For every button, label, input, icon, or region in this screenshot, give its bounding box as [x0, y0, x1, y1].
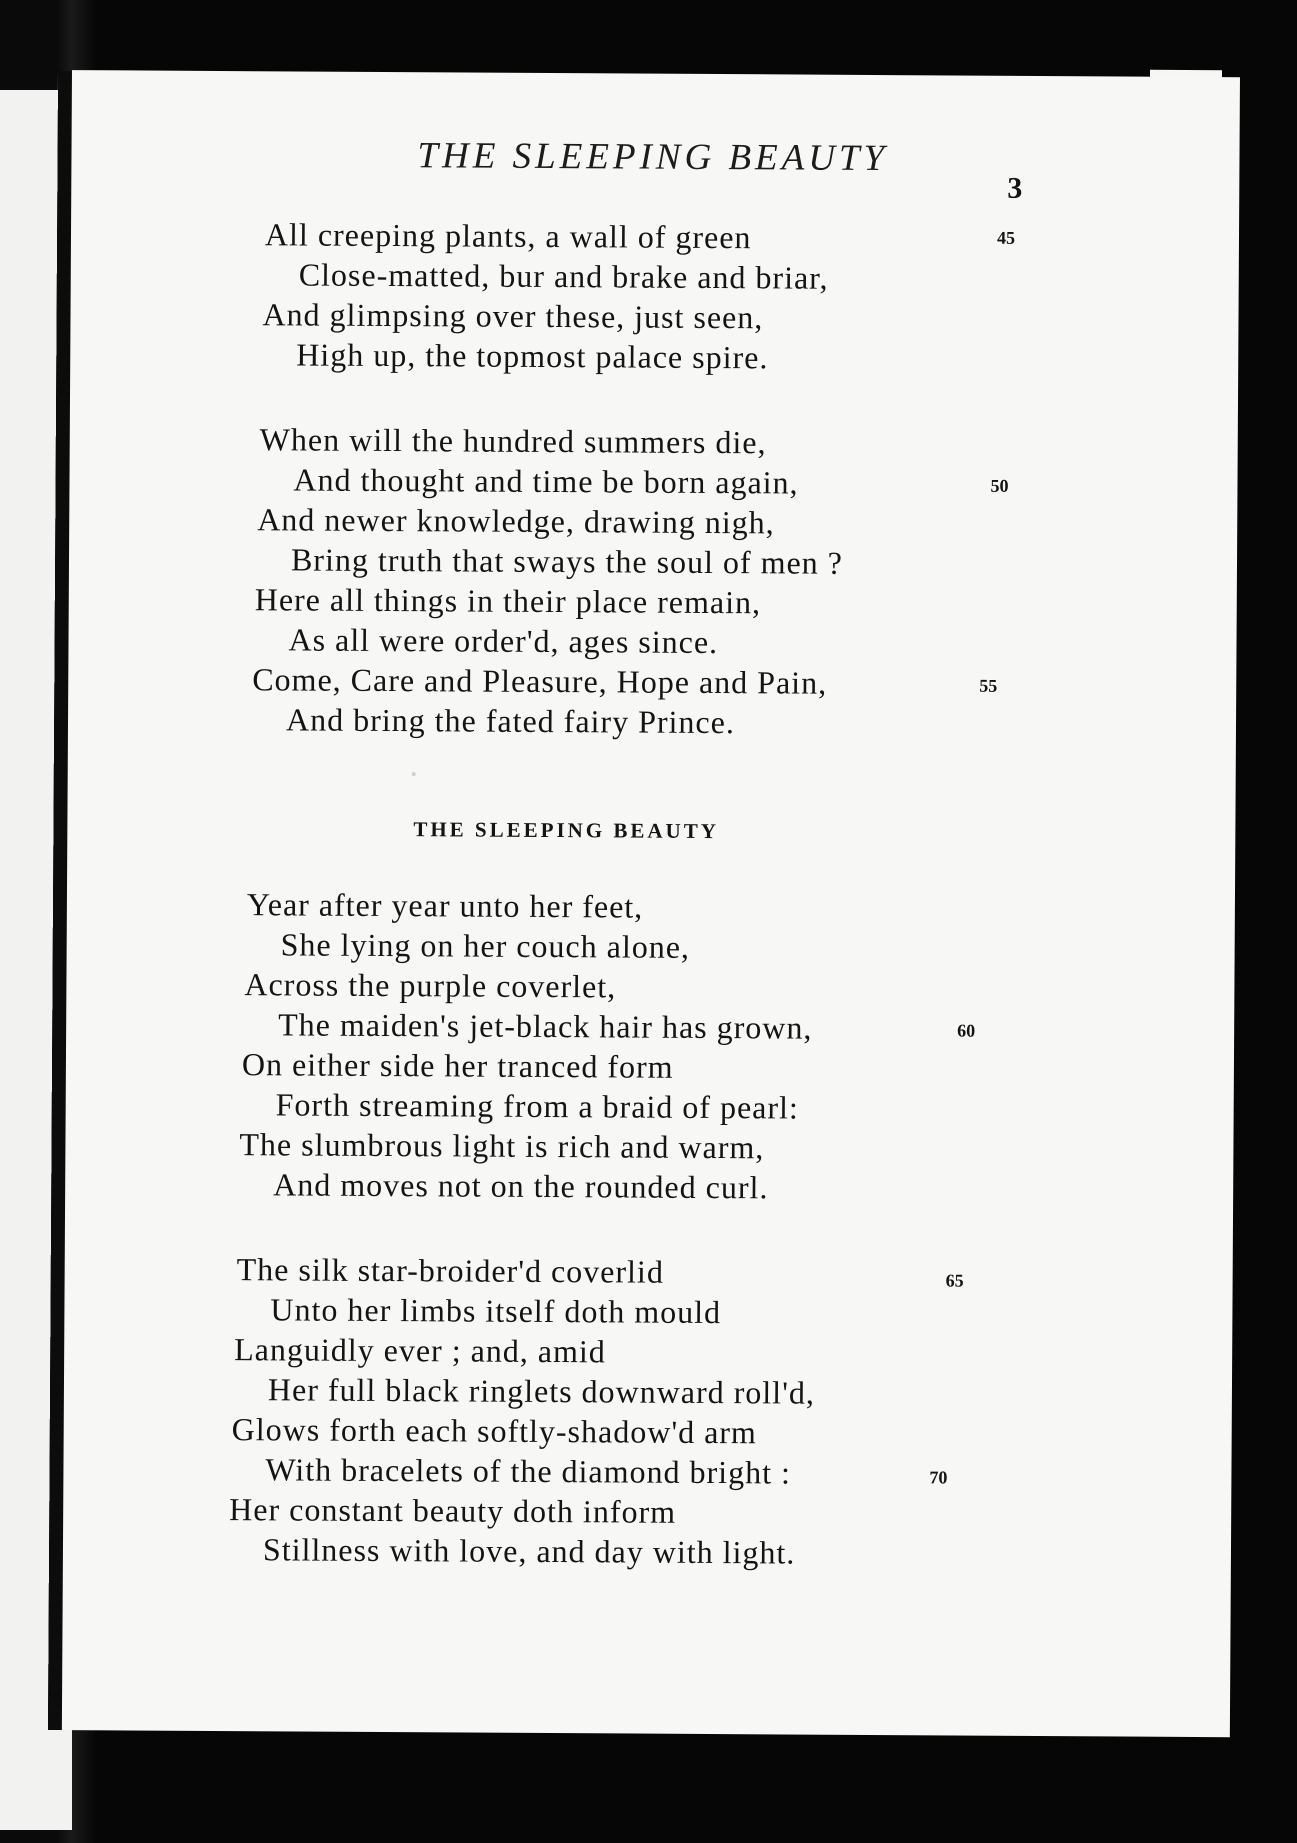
section-title: THE SLEEPING BEAUTY [413, 817, 720, 844]
verse-line: Come, Care and Pleasure, Hope and Pain, [252, 661, 828, 701]
verse-line: Her full black ringlets downward roll'd, [267, 1371, 816, 1411]
book-page [48, 70, 1240, 1737]
verse-line: Here all things in their place remain, [254, 581, 762, 621]
verse-line: And moves not on the rounded curl. [273, 1166, 769, 1206]
verse-line: With bracelets of the diamond bright : [265, 1451, 792, 1491]
verse-line: Bring truth that sways the soul of men ? [290, 541, 844, 581]
page-number: 3 [1007, 171, 1023, 205]
line-number: 60 [957, 1020, 976, 1041]
verse-line: On either side her tranced form [241, 1046, 674, 1085]
line-number: 50 [990, 475, 1009, 496]
verse-line: When will the hundred summers die, [259, 421, 767, 461]
verse-line: The silk star-broider'd coverlid [236, 1251, 664, 1290]
verse-line: Year after year unto her feet, [246, 886, 644, 925]
line-number: 65 [945, 1270, 964, 1291]
verse-line: Across the purple coverlet, [244, 966, 617, 1005]
verse-line: And bring the fated fairy Prince. [285, 701, 735, 741]
line-number: 70 [929, 1467, 948, 1488]
verse-line: And thought and time be born again, [293, 461, 799, 501]
verse-line: Forth streaming from a braid of pearl: [275, 1086, 799, 1126]
verse-line: High up, the topmost palace spire. [296, 336, 769, 376]
verse-line: The slumbrous light is rich and warm, [239, 1126, 765, 1166]
line-number: 45 [996, 227, 1016, 248]
verse-line: All creeping plants, a wall of green [264, 216, 752, 256]
verse-line: As all were order'd, ages since. [288, 621, 719, 661]
verse-line: Unto her limbs itself doth mould [270, 1291, 722, 1331]
verse-line: And glimpsing over these, just seen, [262, 296, 764, 336]
running-head: THE SLEEPING BEAUTY [417, 135, 889, 180]
line-number: 55 [979, 675, 998, 696]
verse-line: Stillness with love, and day with light. [262, 1531, 796, 1571]
verse-line: The maiden's jet-black hair has grown, [278, 1006, 813, 1046]
verse-line: She lying on her couch alone, [280, 926, 691, 965]
verse-line: Close-matted, bur and brake and briar, [298, 256, 829, 296]
verse-line: And newer knowledge, drawing nigh, [257, 501, 775, 541]
verse-line: Languidly ever ; and, amid [234, 1331, 606, 1370]
paper-speck [412, 772, 416, 776]
verse-line: Glows forth each softly-shadow'd arm [231, 1411, 758, 1451]
verse-line: Her constant beauty doth inform [229, 1491, 677, 1530]
